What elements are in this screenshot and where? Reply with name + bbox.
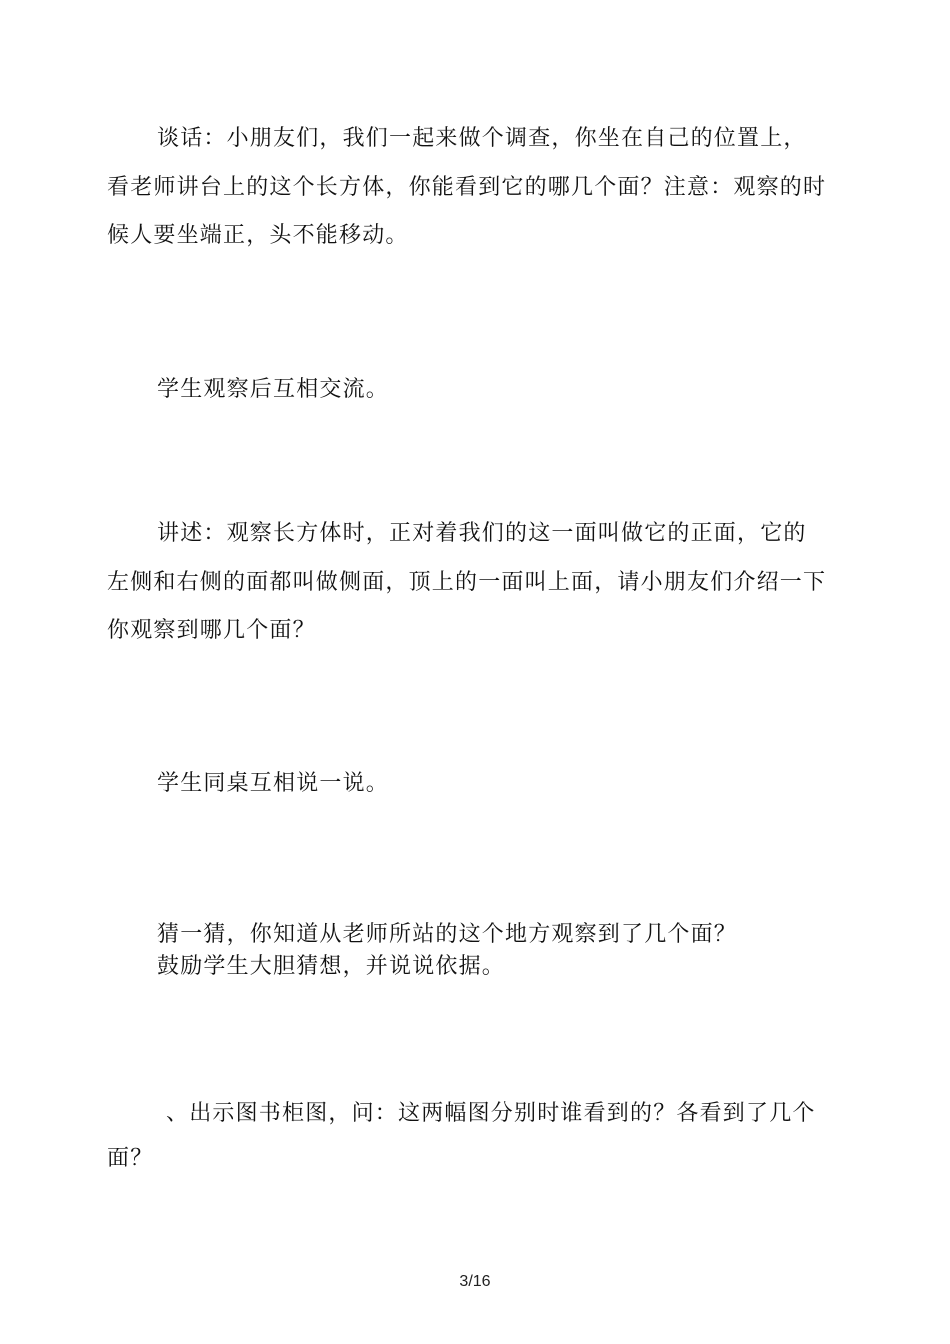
paragraph-6-line-1: 、出示图书柜图，问：这两幅图分别时谁看到的？各看到了几个 (166, 1101, 816, 1126)
paragraph-6-line-2: 面？ (107, 1146, 154, 1171)
paragraph-5-line-2: 鼓励学生大胆猜想，并说说依据。 (157, 954, 506, 979)
paragraph-1-line-3: 候人要坐端正，头不能移动。 (107, 223, 409, 248)
paragraph-5-line-1: 猜一猜，你知道从老师所站的这个地方观察到了几个面？ (157, 922, 738, 947)
paragraph-3-line-2: 左侧和右侧的面都叫做侧面，顶上的一面叫上面，请小朋友们介绍一下 (107, 570, 827, 595)
paragraph-2-line-1: 学生观察后互相交流。 (157, 377, 390, 402)
paragraph-3-line-1: 讲述：观察长方体时，正对着我们的这一面叫做它的正面，它的 (157, 521, 807, 546)
paragraph-1-line-2: 看老师讲台上的这个长方体，你能看到它的哪几个面？注意：观察的时 (107, 175, 827, 200)
paragraph-1-line-1: 谈话：小朋友们，我们一起来做个调查，你坐在自己的位置上， (157, 126, 807, 151)
page-number: 3/16 (459, 1273, 491, 1290)
paragraph-4-line-1: 学生同桌互相说一说。 (157, 771, 390, 796)
paragraph-3-line-3: 你观察到哪几个面？ (107, 618, 316, 643)
